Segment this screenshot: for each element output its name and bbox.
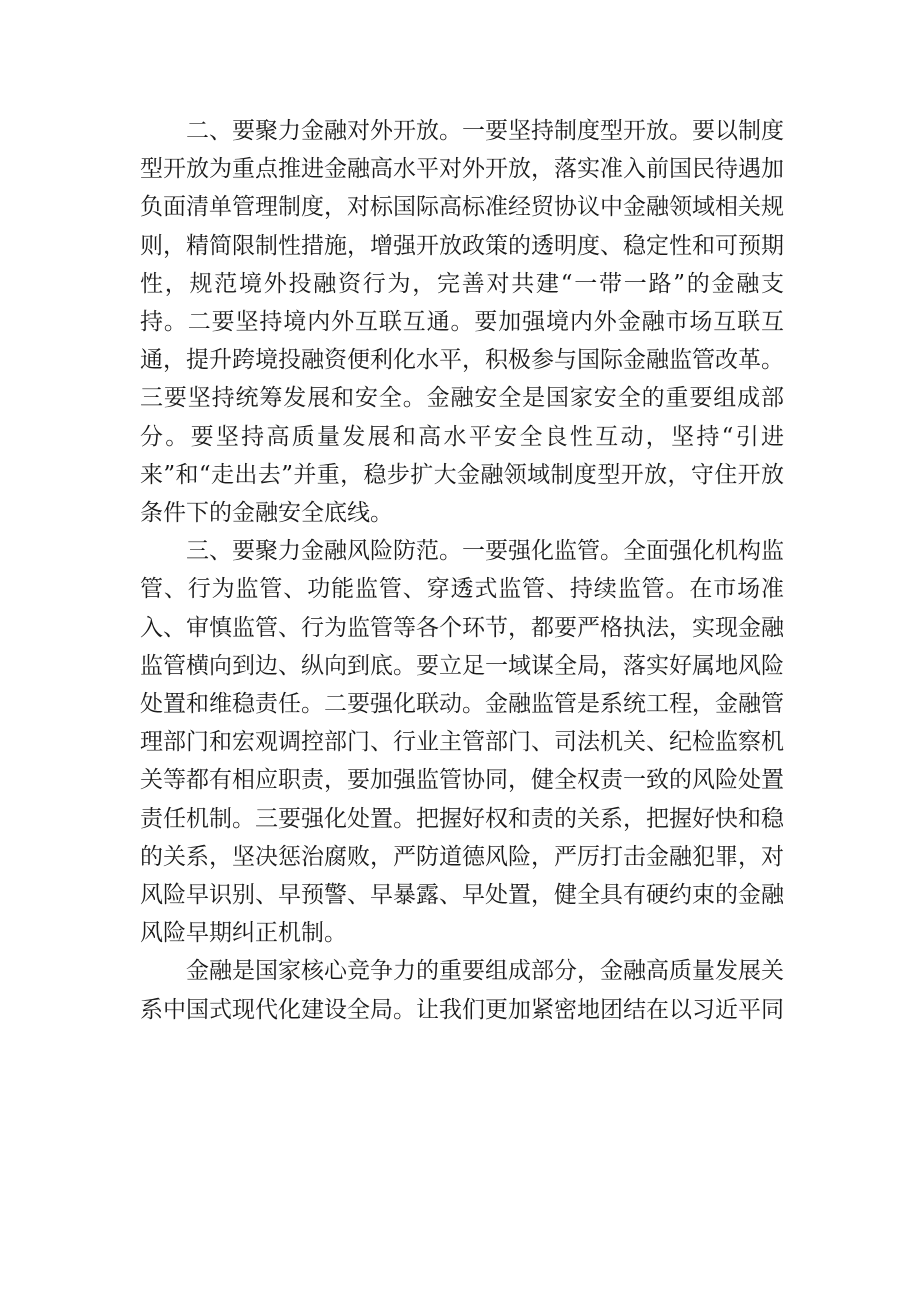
document-body [140, 112, 784, 1029]
paragraph-risk-prevention: 三、要聚力金融风险防范。一要强化监管。全面强化机构监管、行为监管、功能监管、穿透式监管、持续监管。在市场准入、审慎监管、行为监管等各个环节，都要严格执法，实现金融监管横向到边、纵向到底。要立足一域谋全局，落实好属地风险处置和维稳责任。二要强化联动。金融监管是系统工程，金融管理部门和宏观调控部门、行业主管部门、司法机关、纪检监察机关等都有相应职责，要加强监管协同，健全权责一致的风险处置责任机制。三要强化处置。把握好权和责的关系，把握好快和稳的关系，坚决惩治腐败，严防道德风险，严厉打击金融犯罪，对风险早识别、早预警、早暴露、早处置，健全具有硬约束的金融风险早期纠正机制。 [140, 538, 784, 947]
paragraph-financial-opening: 二、要聚力金融对外开放。一要坚持制度型开放。要以制度型开放为重点推进金融高水平对外开放，落实准入前国民待遇加负面清单管理制度，对标国际高标准经贸协议中金融领域相关规则，精简限制性措施，增强开放政策的透明度、稳定性和可预期性，规范境外投融资行为，完善对共建“一带一路”的金融支持。二要坚持境内外互联互通。要加强境内外金融市场互联互通，提升跨境投融资便利化水平，积极参与国际金融监管改革。三要坚持统筹发展和安全。金融安全是国家安全的重要组成部分。要坚持高质量发展和高水平安全良性互动，坚持“引进来”和“走出去”并重，稳步扩大金融领域制度型开放，守住开放条件下的金融安全底线。 [140, 118, 784, 527]
paragraph-conclusion: 金融是国家核心竞争力的重要组成部分，金融高质量发展关系中国式现代化建设全局。让我们更加紧密地团结在以习近平同 [140, 958, 784, 1023]
